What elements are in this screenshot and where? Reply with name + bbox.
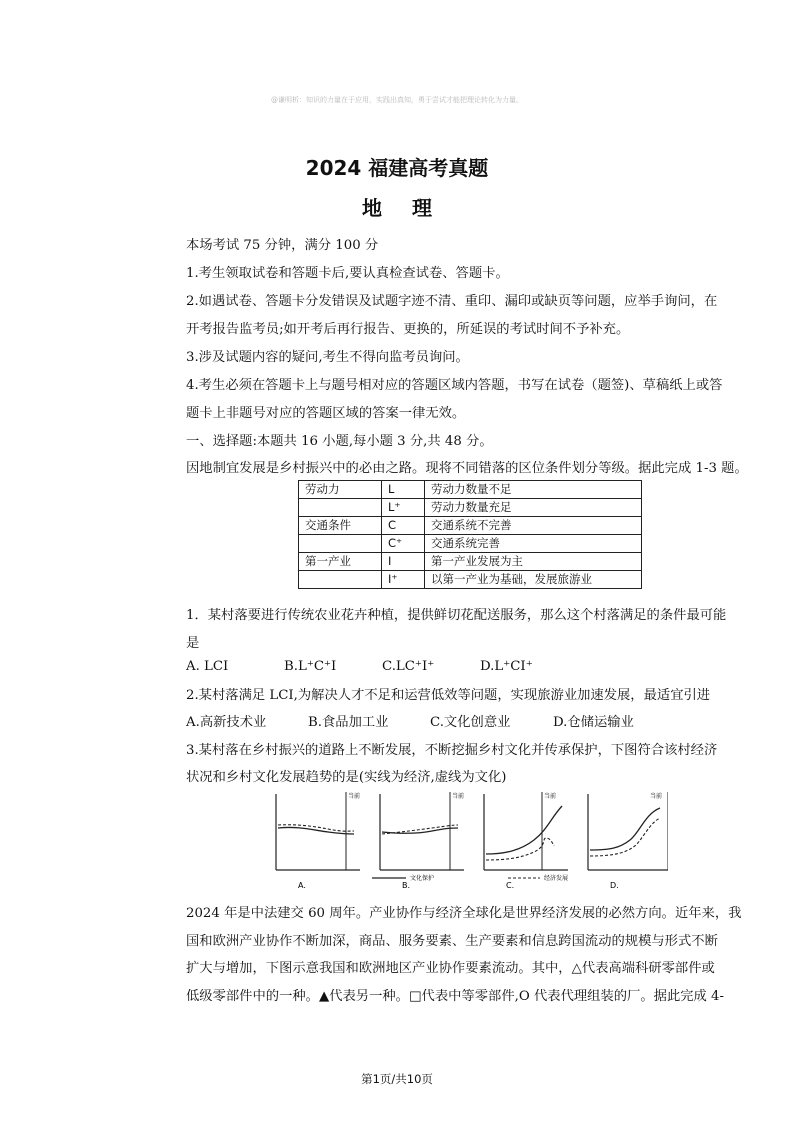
q2-stem: 2.某村落满足 LCI,为解决人才不足和运营低效等问题，实现旅游业加速发展，最适宜引进 (186, 688, 711, 703)
table-cell: C (382, 517, 425, 535)
conditions-table (298, 480, 642, 589)
table-row (299, 535, 642, 553)
table-row (299, 481, 642, 499)
table-cell: L⁺ (382, 499, 425, 517)
table-cell: L (382, 481, 425, 499)
chart-a (276, 792, 360, 890)
q1-option-a: A. LCI (186, 659, 229, 674)
table-row (299, 571, 642, 589)
passage-2-line-2: 国和欧洲产业协作不断加深，商品、服务要素、生产要素和信息跨国流动的规模与形式不断 (186, 934, 718, 949)
now-label: 当前 (452, 793, 465, 800)
solid-curve (278, 827, 354, 834)
table-cell: I (382, 553, 425, 571)
table-cell: 交通条件 (299, 517, 382, 535)
q3-stem: 3.某村落在乡村振兴的道路上不断发展，不断挖掘乡村文化并传承保护，下图符合该村经济 (186, 743, 718, 758)
legend-dashed-label: 经济发展 (544, 875, 569, 882)
page-footer: 第1页/共10页 (361, 1072, 433, 1086)
q2-option-c: C.文化创意业 (430, 715, 511, 730)
section-heading: 一、选择题:本题共 16 小题,每小题 3 分,共 48 分。 (186, 434, 493, 449)
instruction-4a: 4.考生必须在答题卡上与题号相对应的答题区域内答题，书写在试卷（题签)、草稿纸上或答 (186, 378, 723, 393)
solid-curve (486, 806, 562, 854)
instruction-3: 3.涉及试题内容的疑问,考生不得向监考员询问。 (186, 350, 469, 365)
q3-stem-cont: 状况和乡村文化发展趋势的是(实线为经济,虚线为文化) (186, 770, 507, 785)
table-row (299, 553, 642, 571)
now-label: 当前 (650, 793, 663, 800)
q1-option-c: C.LC⁺I⁺ (382, 659, 435, 674)
passage-1: 因地制宜发展是乡村振兴中的必由之路。现将不同错落的区位条件划分等级。据此完成 1-3 题。 (186, 461, 748, 476)
q1-option-b: B.L⁺C⁺I (284, 659, 337, 674)
table-cell: 交通系统完善 (425, 535, 642, 553)
instruction-2b: 开考报告监考员;如开考后再行报告、更换的，所延误的考试时间不予补充。 (186, 322, 630, 337)
now-label: 当前 (544, 793, 557, 800)
passage-2-line-4: 低级零部件中的一种。▲代表另一种。□代表中等零部件,O 代表代理组装的厂。据此完成 4- (186, 989, 725, 1004)
table-cell: 劳动力数量充足 (425, 499, 642, 517)
legend-solid-label: 文化保护 (410, 875, 435, 882)
instruction-1: 1.考生领取试卷和答题卡后,要认真检查试卷、答题卡。 (186, 266, 509, 281)
exam-info: 本场考试 75 分钟，满分 100 分 (186, 238, 379, 253)
table-cell: 以第一产业为基础，发展旅游业 (425, 571, 642, 589)
dashed-curve (486, 838, 554, 860)
now-label: 当前 (348, 793, 361, 800)
subject-title: 地理 (362, 196, 462, 220)
table-cell: I⁺ (382, 571, 425, 589)
solid-curve (590, 808, 660, 850)
instruction-2a: 2.如遇试卷、答题卡分发错误及试题字迹不清、重印、漏印或缺页等问题，应举手询问，在 (186, 294, 718, 309)
q1-option-d: D.L⁺CI⁺ (480, 659, 533, 674)
table-cell: 第一产业 (299, 553, 382, 571)
table-row (299, 499, 642, 517)
q2-option-d: D.仓储运输业 (553, 715, 634, 730)
trend-charts (268, 788, 668, 894)
table-cell (299, 535, 382, 553)
table-cell (299, 571, 382, 589)
q2-option-b: B.食品加工业 (308, 715, 389, 730)
table-cell: C⁺ (382, 535, 425, 553)
passage-2-line-1: 2024 年是中法建交 60 周年。产业协作与经济全球化是世界经济发展的必然方向。近年来，我 (186, 906, 742, 921)
watermark: @谦明析：知识的力量在于应用，实践出真知，勇于尝试才能把理论转化为力量。 (271, 96, 523, 104)
table-row (299, 517, 642, 535)
instruction-4b: 题卡上非题号对应的答题区域的答案一律无效。 (186, 406, 466, 421)
chart-d-label: D. (610, 881, 619, 890)
table-cell (299, 499, 382, 517)
chart-c-label: C. (506, 881, 515, 890)
chart-a-label: A. (298, 881, 306, 890)
table-cell: 交通系统不完善 (425, 517, 642, 535)
table-cell: 劳动力数量不足 (425, 481, 642, 499)
table-cell: 劳动力 (299, 481, 382, 499)
q1-stem: 1．某村落要进行传统农业花卉种植，提供鲜切花配送服务，那么这个村落满足的条件最可能 (186, 608, 727, 623)
chart-b-label: B. (402, 881, 411, 890)
table-cell: 第一产业发展为主 (425, 553, 642, 571)
page-title: 2024 福建高考真题 (305, 156, 489, 180)
passage-2-line-3: 扩大与增加，下图示意我国和欧洲地区产业协作要素流动。其中，△代表高端科研零部件或 (186, 961, 715, 976)
chart-d (588, 792, 668, 890)
q1-stem-cont: 是 (186, 636, 200, 651)
q2-option-a: A.高新技术业 (186, 715, 267, 730)
